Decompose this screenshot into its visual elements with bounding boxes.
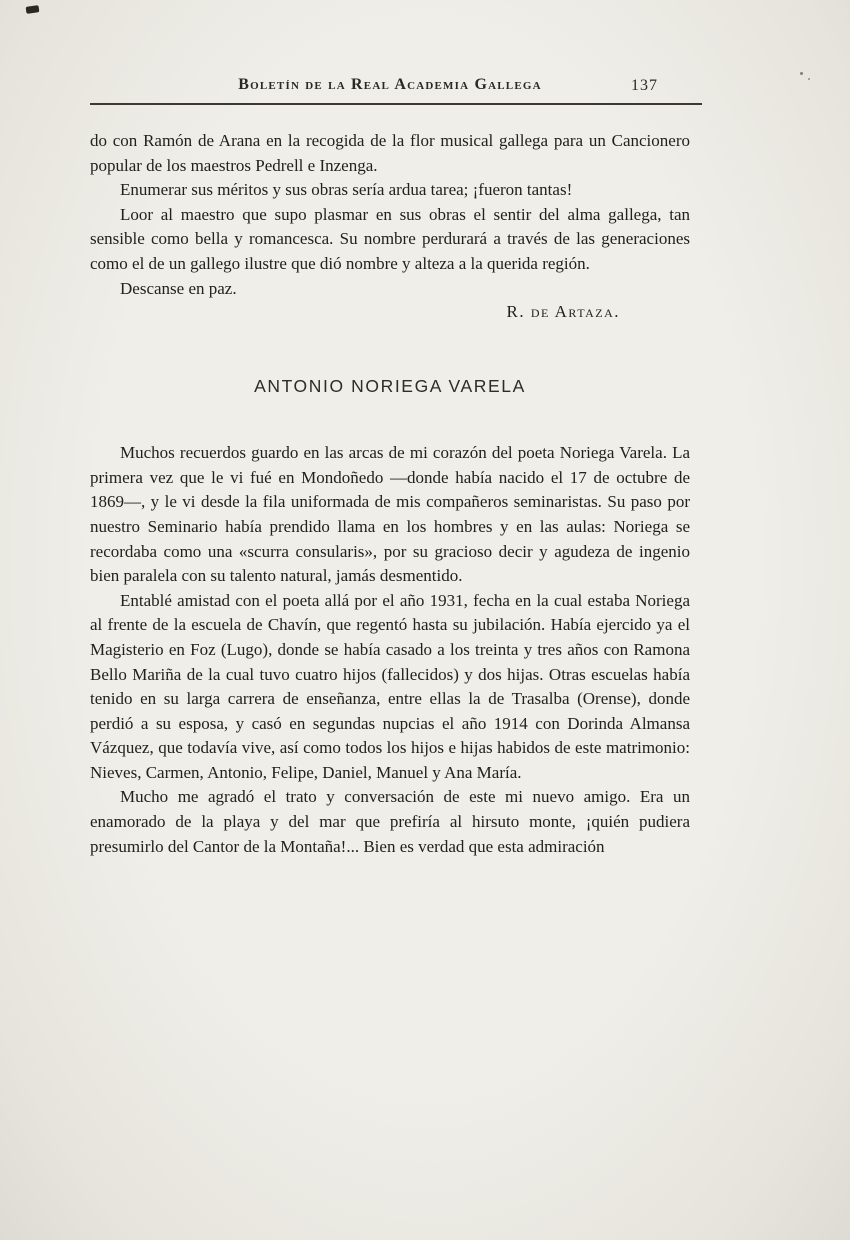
paragraph: do con Ramón de Arana en la recogida de la flor musical gallega para un Cancionero popular de los maestros Pedrell e Inzenga. bbox=[90, 131, 690, 175]
paragraph: Descanse en paz. bbox=[120, 278, 237, 298]
article-necrology bbox=[90, 129, 690, 322]
scan-artifact bbox=[26, 5, 40, 14]
scan-artifact bbox=[800, 72, 803, 75]
running-head bbox=[90, 76, 690, 98]
header-rule bbox=[90, 103, 702, 105]
scan-artifact bbox=[808, 78, 810, 80]
page-number: 137 bbox=[631, 77, 658, 94]
author-signature: R. de Artaza. bbox=[506, 302, 620, 322]
paragraph: Entablé amistad con el poeta allá por el año 1931, fecha en la cual estaba Noriega al frente de la escuela de Chavín, que regentó hasta su jubilación. Había ejercido ya el Magisterio en Foz (Lugo), donde se había casado a los treinta y tres años con Ramona Bello Mariña de la cual tuvo cuatro hijos (fallecidos) y dos hijas. Otras escuelas había tenido en su larga carrera de enseñanza, entre ellas la de Trasalba (Orense), donde perdió a su esposa, y casó en segundas nupcias el año 1914 con Dorinda Almansa Vázquez, que todavía vive, así como todos los hijos e hijas habidos de este matrimonio: Nieves, Carmen, Antonio, Felipe, Daniel, Manuel y Ana María. bbox=[90, 590, 690, 782]
journal-title: Boletín de la Real Academia Gallega bbox=[238, 76, 542, 93]
article-noriega bbox=[90, 441, 690, 859]
paragraph: Enumerar sus méritos y sus obras sería ardua tarea; ¡fueron tantas! bbox=[120, 180, 573, 200]
paragraph: Loor al maestro que supo plasmar en sus obras el sentir del alma gallega, tan sensible como bella y romancesca. Su nombre perdurará a través de las generaciones como el de un gallego ilustre que dió nombre y alteza a la querida región. bbox=[90, 204, 690, 273]
article-heading: ANTONIO NORIEGA VARELA bbox=[254, 376, 526, 397]
paragraph: Muchos recuerdos guardo en las arcas de mi corazón del poeta Noriega Varela. La primera vez que le vi fué en Mondoñedo —donde había nacido el 17 de octubre de 1869—, y le vi desde la fila uniformada de mis compañeros seminaristas. Su paso por nuestro Seminario había prendido llama en los hombres y en las aulas: Noriega se recordaba como una «scurra consularis», por su gracioso decir y agudeza de ingenio bien paralela con su talento natural, jamás desmentido. bbox=[90, 443, 690, 586]
paragraph: Mucho me agradó el trato y conversación de este mi nuevo amigo. Era un enamorado de la playa y del mar que prefiría al hirsuto monte, ¡quién pudiera presumirlo del Cantor de la Montaña!... Bien es verdad que esta admiración bbox=[90, 787, 690, 856]
page-content bbox=[90, 76, 690, 859]
